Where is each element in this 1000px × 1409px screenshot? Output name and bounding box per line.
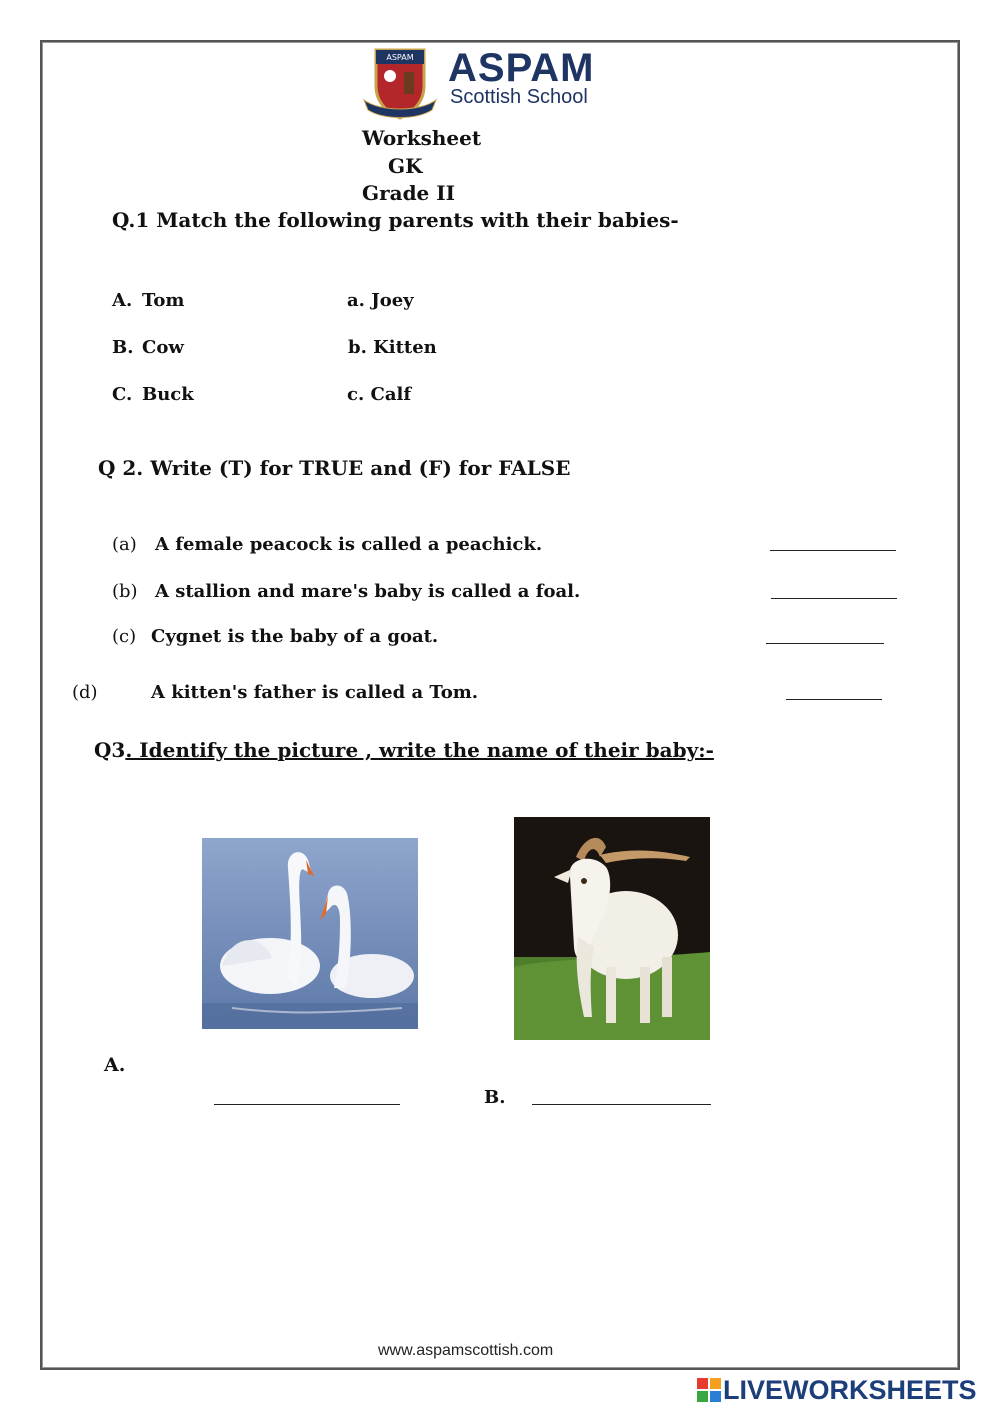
goat-image — [514, 817, 710, 1040]
q1-left-item: Tom — [142, 290, 185, 311]
worksheet-heading: Worksheet — [362, 126, 482, 150]
q3-answer-line-a[interactable] — [214, 1104, 400, 1105]
q2-answer-line[interactable] — [786, 699, 882, 700]
logo-subtitle: Scottish School — [450, 86, 588, 108]
swans-photo — [202, 838, 418, 1029]
liveworksheets-logo[interactable] — [697, 1376, 977, 1404]
q2-title: Q 2. Write (T) for TRUE and (F) for FALSE — [98, 456, 571, 480]
q3-answer-line-b[interactable] — [532, 1104, 711, 1105]
q2-item-label: (a) — [112, 534, 137, 555]
q3-label-b: B. — [484, 1087, 506, 1108]
q1-title: Q.1 Match the following parents with their babies- — [112, 208, 679, 232]
q1-left-letter: B. — [112, 337, 134, 358]
subject-heading: GK — [388, 154, 423, 178]
q2-item-text: A stallion and mare's baby is called a foal. — [155, 581, 581, 602]
q2-answer-line[interactable] — [770, 550, 896, 551]
q3-title — [94, 738, 714, 762]
swan-image — [202, 838, 418, 1029]
q2-item-label: (d) — [72, 682, 98, 703]
q1-left-letter: C. — [112, 384, 133, 405]
q2-item-label: (b) — [112, 581, 138, 602]
q1-right-item: c. Calf — [347, 384, 412, 405]
page-border — [40, 40, 960, 1370]
q3-title-text: . Identify the picture , write the name of their baby:- — [125, 738, 714, 762]
q1-left-letter: A. — [112, 290, 133, 311]
logo-title: ASPAM — [448, 46, 595, 90]
school-crest-icon — [360, 46, 440, 122]
school-website[interactable]: www.aspamscottish.com — [378, 1342, 554, 1359]
q2-answer-line[interactable] — [766, 643, 884, 644]
q1-left-item: Cow — [142, 337, 184, 358]
grade-heading: Grade II — [362, 181, 455, 205]
q2-item-text: A female peacock is called a peachick. — [155, 534, 543, 555]
goat-photo — [514, 817, 710, 1040]
q2-item-text: A kitten's father is called a Tom. — [151, 682, 479, 703]
liveworksheets-brand: LIVEWORKSHEETS — [723, 1374, 977, 1405]
q2-answer-line[interactable] — [771, 598, 897, 599]
q3-prefix: Q3 — [94, 738, 126, 762]
q1-right-item: b. Kitten — [348, 337, 437, 358]
school-logo — [360, 46, 610, 122]
liveworksheets-icon — [697, 1378, 721, 1402]
q1-left-item: Buck — [142, 384, 194, 405]
q1-right-item: a. Joey — [347, 290, 414, 311]
q2-item-label: (c) — [112, 626, 137, 647]
q2-item-text: Cygnet is the baby of a goat. — [151, 626, 439, 647]
q3-label-a: A. — [104, 1054, 126, 1076]
shield-top-text: ASPAM — [386, 53, 414, 62]
